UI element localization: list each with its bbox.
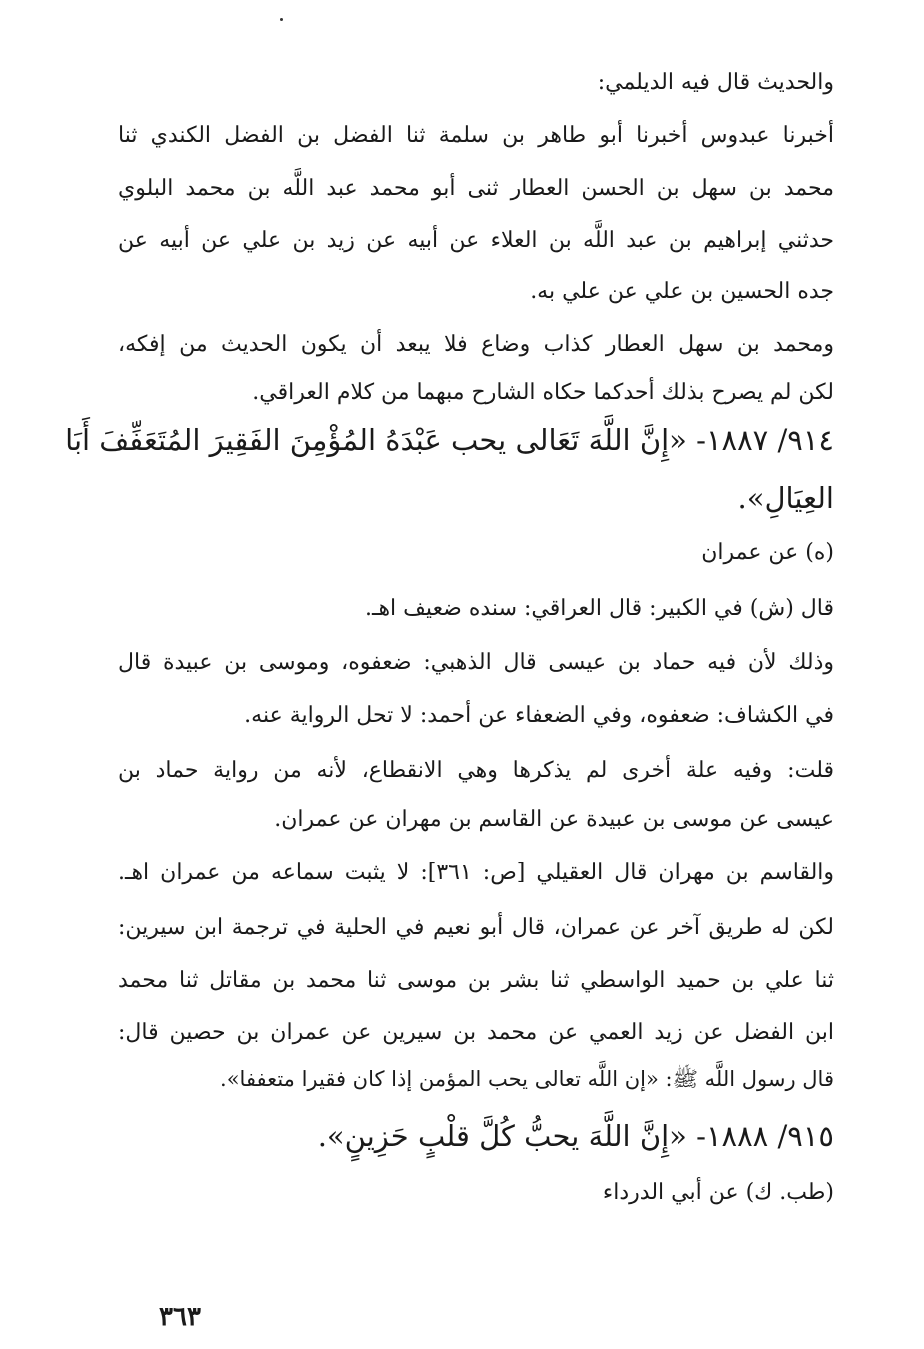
note-line-3: في الكشاف: ضعفوه، وفي الضعفاء عن أحمد: لا تحل الرواية عنه. [244, 703, 834, 728]
note-line-1: قال (ش) في الكبير: قال العراقي: سنده ضعيف اهـ. [365, 596, 834, 621]
hadith-915-line: ٩١٥/ ١٨٨٨- «إِنَّ اللَّهَ يحبُّ كُلَّ قلْبٍ حَزِينٍ». [317, 1119, 834, 1153]
page-mark [280, 18, 283, 21]
note-line-2: وذلك لأن فيه حماد بن عيسى قال الذهبي: ضعفوه، وموسى بن عبيدة قال [118, 650, 834, 675]
note-line-6: والقاسم بن مهران قال العقيلي [ص: ٣٦١]: لا يثبت سماعه من عمران اهـ. [118, 860, 835, 885]
note-line-4: قلت: وفيه علة أخرى لم يذكرها وهي الانقطاع، لأنه من رواية حماد بن [118, 758, 834, 783]
note-line-5: عيسى عن موسى بن عبيدة عن القاسم بن مهران عن عمران. [274, 807, 834, 832]
source-line-2: (طب. ك) عن أبي الدرداء [602, 1180, 834, 1205]
isnad-line-4: جده الحسين بن علي عن علي به. [530, 279, 834, 304]
intro-line: والحديث قال فيه الديلمي: [597, 70, 834, 95]
isnad-line-1: أخبرنا عبدوس أخبرنا أبو طاهر بن سلمة ثنا الفضل بن الفضل الكندي ثنا [118, 123, 834, 148]
note-line-10: قال رسول اللَّه ﷺ: «إن اللَّه تعالى يحب المؤمن إذا كان فقيرا متعففا». [220, 1067, 834, 1091]
commentary-line-2: لكن لم يصرح بذلك أحدكما حكاه الشارح مبهما من كلام العراقي. [252, 380, 834, 405]
hadith-914-line-1: ٩١٤/ ١٨٨٧- «إِنَّ اللَّهَ تَعَالى يحب عَبْدَهُ المُؤْمِنَ الفَقِيرَ المُتَعَفِّفَ أَبَا [65, 423, 834, 457]
hadith-914-line-2: العِيَالِ». [737, 481, 834, 515]
commentary-line-1: ومحمد بن سهل العطار كذاب وضاع فلا يبعد أن يكون الحديث من إفكه، [118, 332, 834, 357]
isnad-line-3: حدثني إبراهيم بن عبد اللَّه بن العلاء عن أبيه عن زيد بن علي عن أبيه عن [118, 228, 834, 253]
note-line-9: ابن الفضل عن زيد العمي عن محمد بن سيرين عن عمران بن حصين قال: [118, 1020, 834, 1045]
source-line: (ه) عن عمران [701, 540, 834, 565]
note-line-8: ثنا علي بن حميد الواسطي ثنا بشر بن موسى ثنا محمد بن مقاتل ثنا محمد [118, 968, 834, 993]
isnad-line-2: محمد بن سهل بن الحسن العطار ثنى أبو محمد عبد اللَّه بن محمد البلوي [118, 176, 834, 201]
page-number: ٣٦٣ [159, 1302, 201, 1332]
note-line-7: لكن له طريق آخر عن عمران، قال أبو نعيم في الحلية في ترجمة ابن سيرين: [118, 915, 834, 940]
